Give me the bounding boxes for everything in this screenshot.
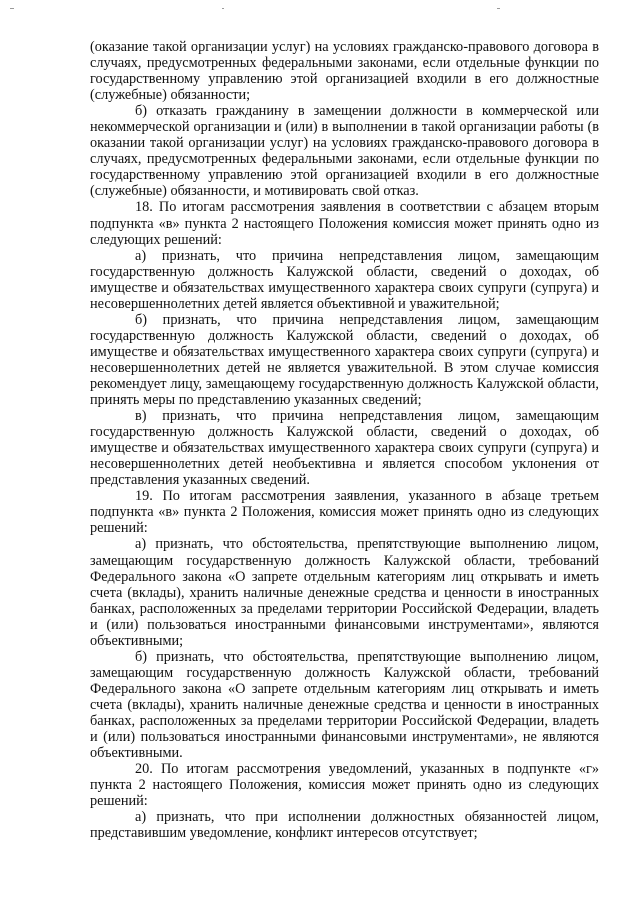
paragraph-19-a: а) признать, что обстоятельства, препятствующие выполнению лицом, замещающим государственную должность Калужской области, требований Федерального закона «О запрете отдельным категориям лиц открывать и иметь счета (вклады), хранить наличные денежные средства и ценности в иностранных банках, расположенных за пределами территории Российской Федерации, владеть и (или) пользоваться иностранными финансовыми инструментами», являются объективными; — [90, 536, 599, 649]
document-body — [90, 39, 599, 841]
paragraph-20-a: а) признать, что при исполнении должностных обязанностей лицом, представившим уведомление, конфликт интересов отсутствует; — [90, 809, 599, 842]
paragraph-18-b: б) признать, что причина непредставления лицом, замещающим государственную должность Калужской области, сведений о доходах, об имуществе и обязательствах имущественного характера своих супруги (супруга) и несовершеннолетних детей не является уважительной. В этом случае комиссия рекомендует лицу, замещающему государственную должность Калужской области, принять меры по представлению указанных сведений; — [90, 311, 599, 409]
paragraph-19-b: б) признать, что обстоятельства, препятствующие выполнению лицом, замещающим государственную должность Калужской области, требований Федерального закона «О запрете отдельным категориям лиц открывать и иметь счета (вклады), хранить наличные денежные средства и ценности в иностранных банках, расположенных за пределами территории Российской Федерации, владеть и (или) пользоваться иностранными финансовыми инструментами», не являются объективными. — [90, 648, 599, 762]
paragraph-18-a: а) признать, что причина непредставления лицом, замещающим государственную должность Калужской области, сведений о доходах, об имуществе и обязательствах имущественного характера своих супруги (супруга) и несовершеннолетних детей является объективной и уважительной; — [90, 247, 599, 312]
paragraph-18: 18. По итогам рассмотрения заявления в соответствии с абзацем вторым подпункта «в» пункта 2 настоящего Положения комиссия может принять одно из следующих решений: — [90, 199, 599, 248]
paragraph-20: 20. По итогам рассмотрения уведомлений, указанных в подпункте «г» пункта 2 настоящего Положения, комиссия может принять одно из следующих решений: — [90, 761, 599, 810]
paragraph-17-b: б) отказать гражданину в замещении должности в коммерческой или некоммерческой организации и (или) в выполнении в такой организации работы (в оказании такой организации услуг) на условиях гражданско-правового договора в случаях, предусмотренных федеральными законами, если отдельные функции по государственному управлению этой организацией входили в его должностные (служебные) обязанности, и мотивировать свой отказ. — [90, 103, 599, 200]
paragraph-17-a-continuation: (оказание такой организации услуг) на условиях гражданско-правового договора в случаях, предусмотренных федеральными законами, если отдельные функции по государственному управлению этой организацией входили в его должностные (служебные) обязанности; — [90, 39, 599, 104]
scan-artifact-center — [222, 8, 224, 9]
paragraph-18-c: в) признать, что причина непредставления лицом, замещающим государственную должность Калужской области, сведений о доходах, об имуществе и обязательствах имущественного характера своих супруги (супруга) и несовершеннолетних детей необъективна и является способом уклонения от представления указанных сведений. — [90, 408, 599, 489]
paragraph-19: 19. По итогам рассмотрения заявления, указанного в абзаце третьем подпункта «в» пункта 2 Положения, комиссия может принять одно из следующих решений: — [90, 488, 599, 537]
scan-artifact-left — [10, 8, 14, 9]
scan-artifact-right — [497, 8, 500, 9]
